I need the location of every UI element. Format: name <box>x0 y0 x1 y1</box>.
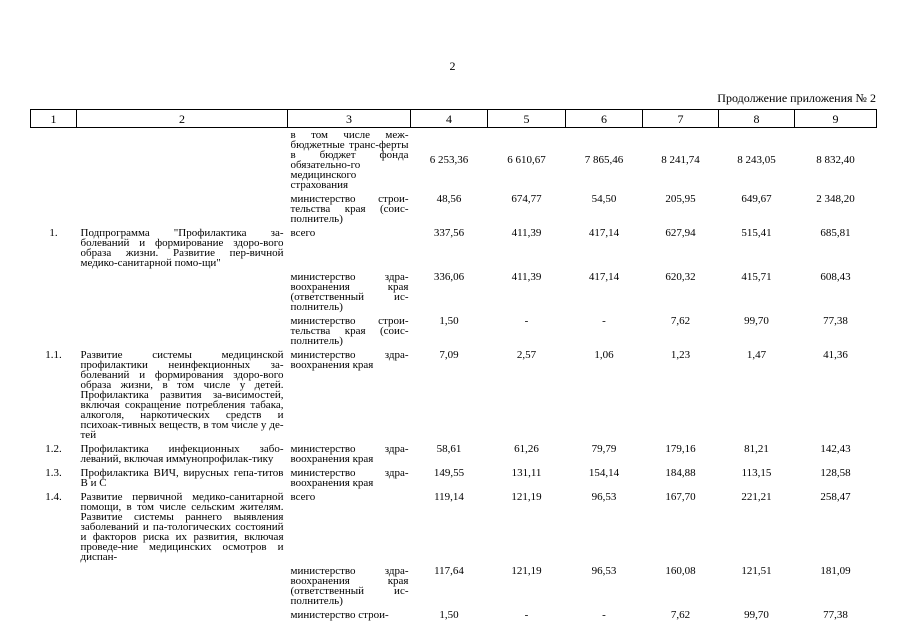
row-name: Развитие первичной медико-санитарной помощи, в том числе сельским жителям. Развитие системы раннего выявления заболеваний и па-тологических состояний и факторов риска их развития, включая проведе-ние медицинских осмотров и диспан- <box>80 491 284 563</box>
row-value-2022: 184,88 <box>665 467 696 479</box>
row-value-2021: 54,50 <box>591 193 617 205</box>
row-value-2022: 627,94 <box>665 227 696 239</box>
header-col-4: 4 <box>411 110 488 128</box>
row-value-2024: 608,43 <box>820 271 851 283</box>
row-value-2019: 336,06 <box>433 271 465 283</box>
row-executor: министерство здра-воохранения края <box>290 349 409 371</box>
row-number: 1.4. <box>45 491 62 503</box>
row-value-2024: 77,38 <box>823 315 848 327</box>
table-row <box>31 316 877 350</box>
row-value-2020: - <box>524 609 529 621</box>
row-name: Профилактика инфекционных забо-леваний, включая иммунопрофилак-тику <box>80 443 284 465</box>
row-value-2022: 179,16 <box>665 443 696 455</box>
continuation-label: Продолжение приложения № 2 <box>717 91 876 105</box>
row-value-2021: 96,53 <box>591 565 617 577</box>
row-value-2021: - <box>602 315 606 327</box>
row-value-2020: 411,39 <box>511 227 542 239</box>
row-value-2024: 685,81 <box>820 227 851 239</box>
header-col-3: 3 <box>288 110 411 128</box>
row-value-2022: 7,62 <box>670 609 691 621</box>
row-value-2020: 6 610,67 <box>507 154 546 166</box>
row-value-2020: 2,57 <box>516 349 537 361</box>
table-row <box>31 444 877 468</box>
row-value-2024: 128,58 <box>820 467 851 479</box>
row-value-2019: 337,56 <box>433 227 465 239</box>
table-row <box>31 468 877 492</box>
row-value-2019: 1,50 <box>439 315 459 327</box>
row-value-2024: 2 348,20 <box>816 193 855 205</box>
row-executor: министерство здра-воохранения края (ответственный ис-полнитель) <box>290 565 409 607</box>
row-value-2023: 99,70 <box>744 315 769 327</box>
row-value-2023: 1,47 <box>746 349 767 361</box>
row-value-2023: 415,71 <box>741 271 772 283</box>
header-col-9: 9 <box>795 110 877 128</box>
header-col-2: 2 <box>77 110 288 128</box>
row-name <box>77 272 288 316</box>
row-value-2021: 417,14 <box>588 227 620 239</box>
row-value-2019: 58,61 <box>436 443 462 455</box>
table-row <box>31 492 877 566</box>
row-number <box>31 272 77 316</box>
row-number <box>31 194 77 228</box>
row-name: Развитие системы медицинской профилактики неинфекционных за-болеваний и формирования здоро-вого образа жизни, в том числе у детей. Профилактика развития за-висимостей, включая сокращение потребления табака, алкоголя, наркотических средств и психоак-тивных веществ, в том числе у де-тей <box>80 349 284 441</box>
row-value-2021: 79,79 <box>591 443 617 455</box>
row-value-2022: 7,62 <box>670 315 691 327</box>
row-executor: министерство строи- <box>290 609 389 621</box>
row-value-2021: 417,14 <box>588 271 620 283</box>
table-row <box>31 194 877 228</box>
row-executor: министерство здра-воохранения края <box>290 467 409 489</box>
row-value-2022: 167,70 <box>665 491 696 503</box>
row-value-2024: 8 832,40 <box>816 154 855 166</box>
row-value-2022: 8 241,74 <box>661 154 700 166</box>
row-value-2022: 1,23 <box>670 349 691 361</box>
row-executor: министерство строи-тельства края (соис-полнитель) <box>290 193 409 225</box>
row-value-2024: 258,47 <box>820 491 851 503</box>
row-number: 1.1. <box>45 349 62 361</box>
row-value-2023: 8 243,05 <box>737 154 776 166</box>
header-col-8: 8 <box>719 110 795 128</box>
row-executor: в том числе меж-бюджетные транс-ферты в бюджет фонда обязательно-го медицинского страхования <box>290 129 409 191</box>
table-body <box>31 128 877 625</box>
row-value-2021: 96,53 <box>591 491 617 503</box>
row-executor: всего <box>290 227 316 239</box>
table-row <box>31 228 877 272</box>
row-value-2023: 221,21 <box>741 491 772 503</box>
table-row <box>31 128 877 195</box>
row-name <box>77 610 288 624</box>
row-number: 1.3. <box>45 467 62 479</box>
row-name: Подпрограмма "Профилактика за-болеваний и формирование здоро-вого образа жизни. Развитие пер-вичной медико-санитарной помо-щи" <box>80 227 284 269</box>
row-name <box>77 128 288 195</box>
row-name <box>77 566 288 610</box>
header-col-5: 5 <box>488 110 566 128</box>
budget-table <box>30 109 877 624</box>
table-row <box>31 350 877 444</box>
row-value-2019: 7,09 <box>439 349 459 361</box>
table-row <box>31 610 877 624</box>
row-value-2023: 81,21 <box>744 443 769 455</box>
row-value-2020: 121,19 <box>511 491 542 503</box>
row-value-2022: 620,32 <box>665 271 696 283</box>
table-row <box>31 272 877 316</box>
row-executor: министерство здра-воохранения края (ответственный ис-полнитель) <box>290 271 409 313</box>
row-value-2021: 1,06 <box>594 349 614 361</box>
row-value-2022: 160,08 <box>665 565 696 577</box>
row-number: 1.2. <box>45 443 62 455</box>
row-value-2023: 113,15 <box>741 467 772 479</box>
row-value-2024: 142,43 <box>820 443 851 455</box>
row-value-2019: 48,56 <box>436 193 462 205</box>
row-value-2020: 61,26 <box>514 443 539 455</box>
row-value-2023: 121,51 <box>741 565 772 577</box>
row-executor: министерство здра-воохранения края <box>290 443 409 465</box>
row-name <box>77 316 288 350</box>
header-col-7: 7 <box>643 110 719 128</box>
header-row <box>31 110 877 128</box>
row-name <box>77 194 288 228</box>
header-col-1: 1 <box>31 110 77 128</box>
row-value-2019: 149,55 <box>433 467 465 479</box>
row-value-2019: 1,50 <box>439 609 459 621</box>
row-name: Профилактика ВИЧ, вирусных гепа-титов В и С <box>80 467 284 489</box>
row-value-2023: 99,70 <box>744 609 769 621</box>
row-number: 1. <box>49 227 58 239</box>
row-number <box>31 610 77 624</box>
row-value-2019: 117,64 <box>434 565 464 577</box>
page-number: 2 <box>449 59 456 73</box>
row-number <box>31 128 77 195</box>
header-col-6: 6 <box>566 110 643 128</box>
row-number <box>31 566 77 610</box>
row-value-2019: 6 253,36 <box>429 154 469 166</box>
table-row <box>31 566 877 610</box>
row-value-2021: 7 865,46 <box>584 154 624 166</box>
row-executor: министерство строи-тельства края (соис-полнитель) <box>290 315 409 347</box>
row-value-2019: 119,14 <box>434 491 464 503</box>
row-value-2023: 515,41 <box>741 227 772 239</box>
row-value-2022: 205,95 <box>665 193 696 205</box>
row-value-2020: 674,77 <box>511 193 542 205</box>
row-value-2024: 181,09 <box>820 565 851 577</box>
row-executor: всего <box>290 491 316 503</box>
row-value-2024: 41,36 <box>823 349 848 361</box>
row-number <box>31 316 77 350</box>
row-value-2021: 154,14 <box>588 467 620 479</box>
row-value-2021: - <box>602 609 606 621</box>
row-value-2020: 121,19 <box>511 565 542 577</box>
row-value-2020: 131,11 <box>511 467 542 479</box>
row-value-2024: 77,38 <box>823 609 848 621</box>
row-value-2020: - <box>524 315 529 327</box>
row-value-2020: 411,39 <box>511 271 542 283</box>
row-value-2023: 649,67 <box>741 193 772 205</box>
